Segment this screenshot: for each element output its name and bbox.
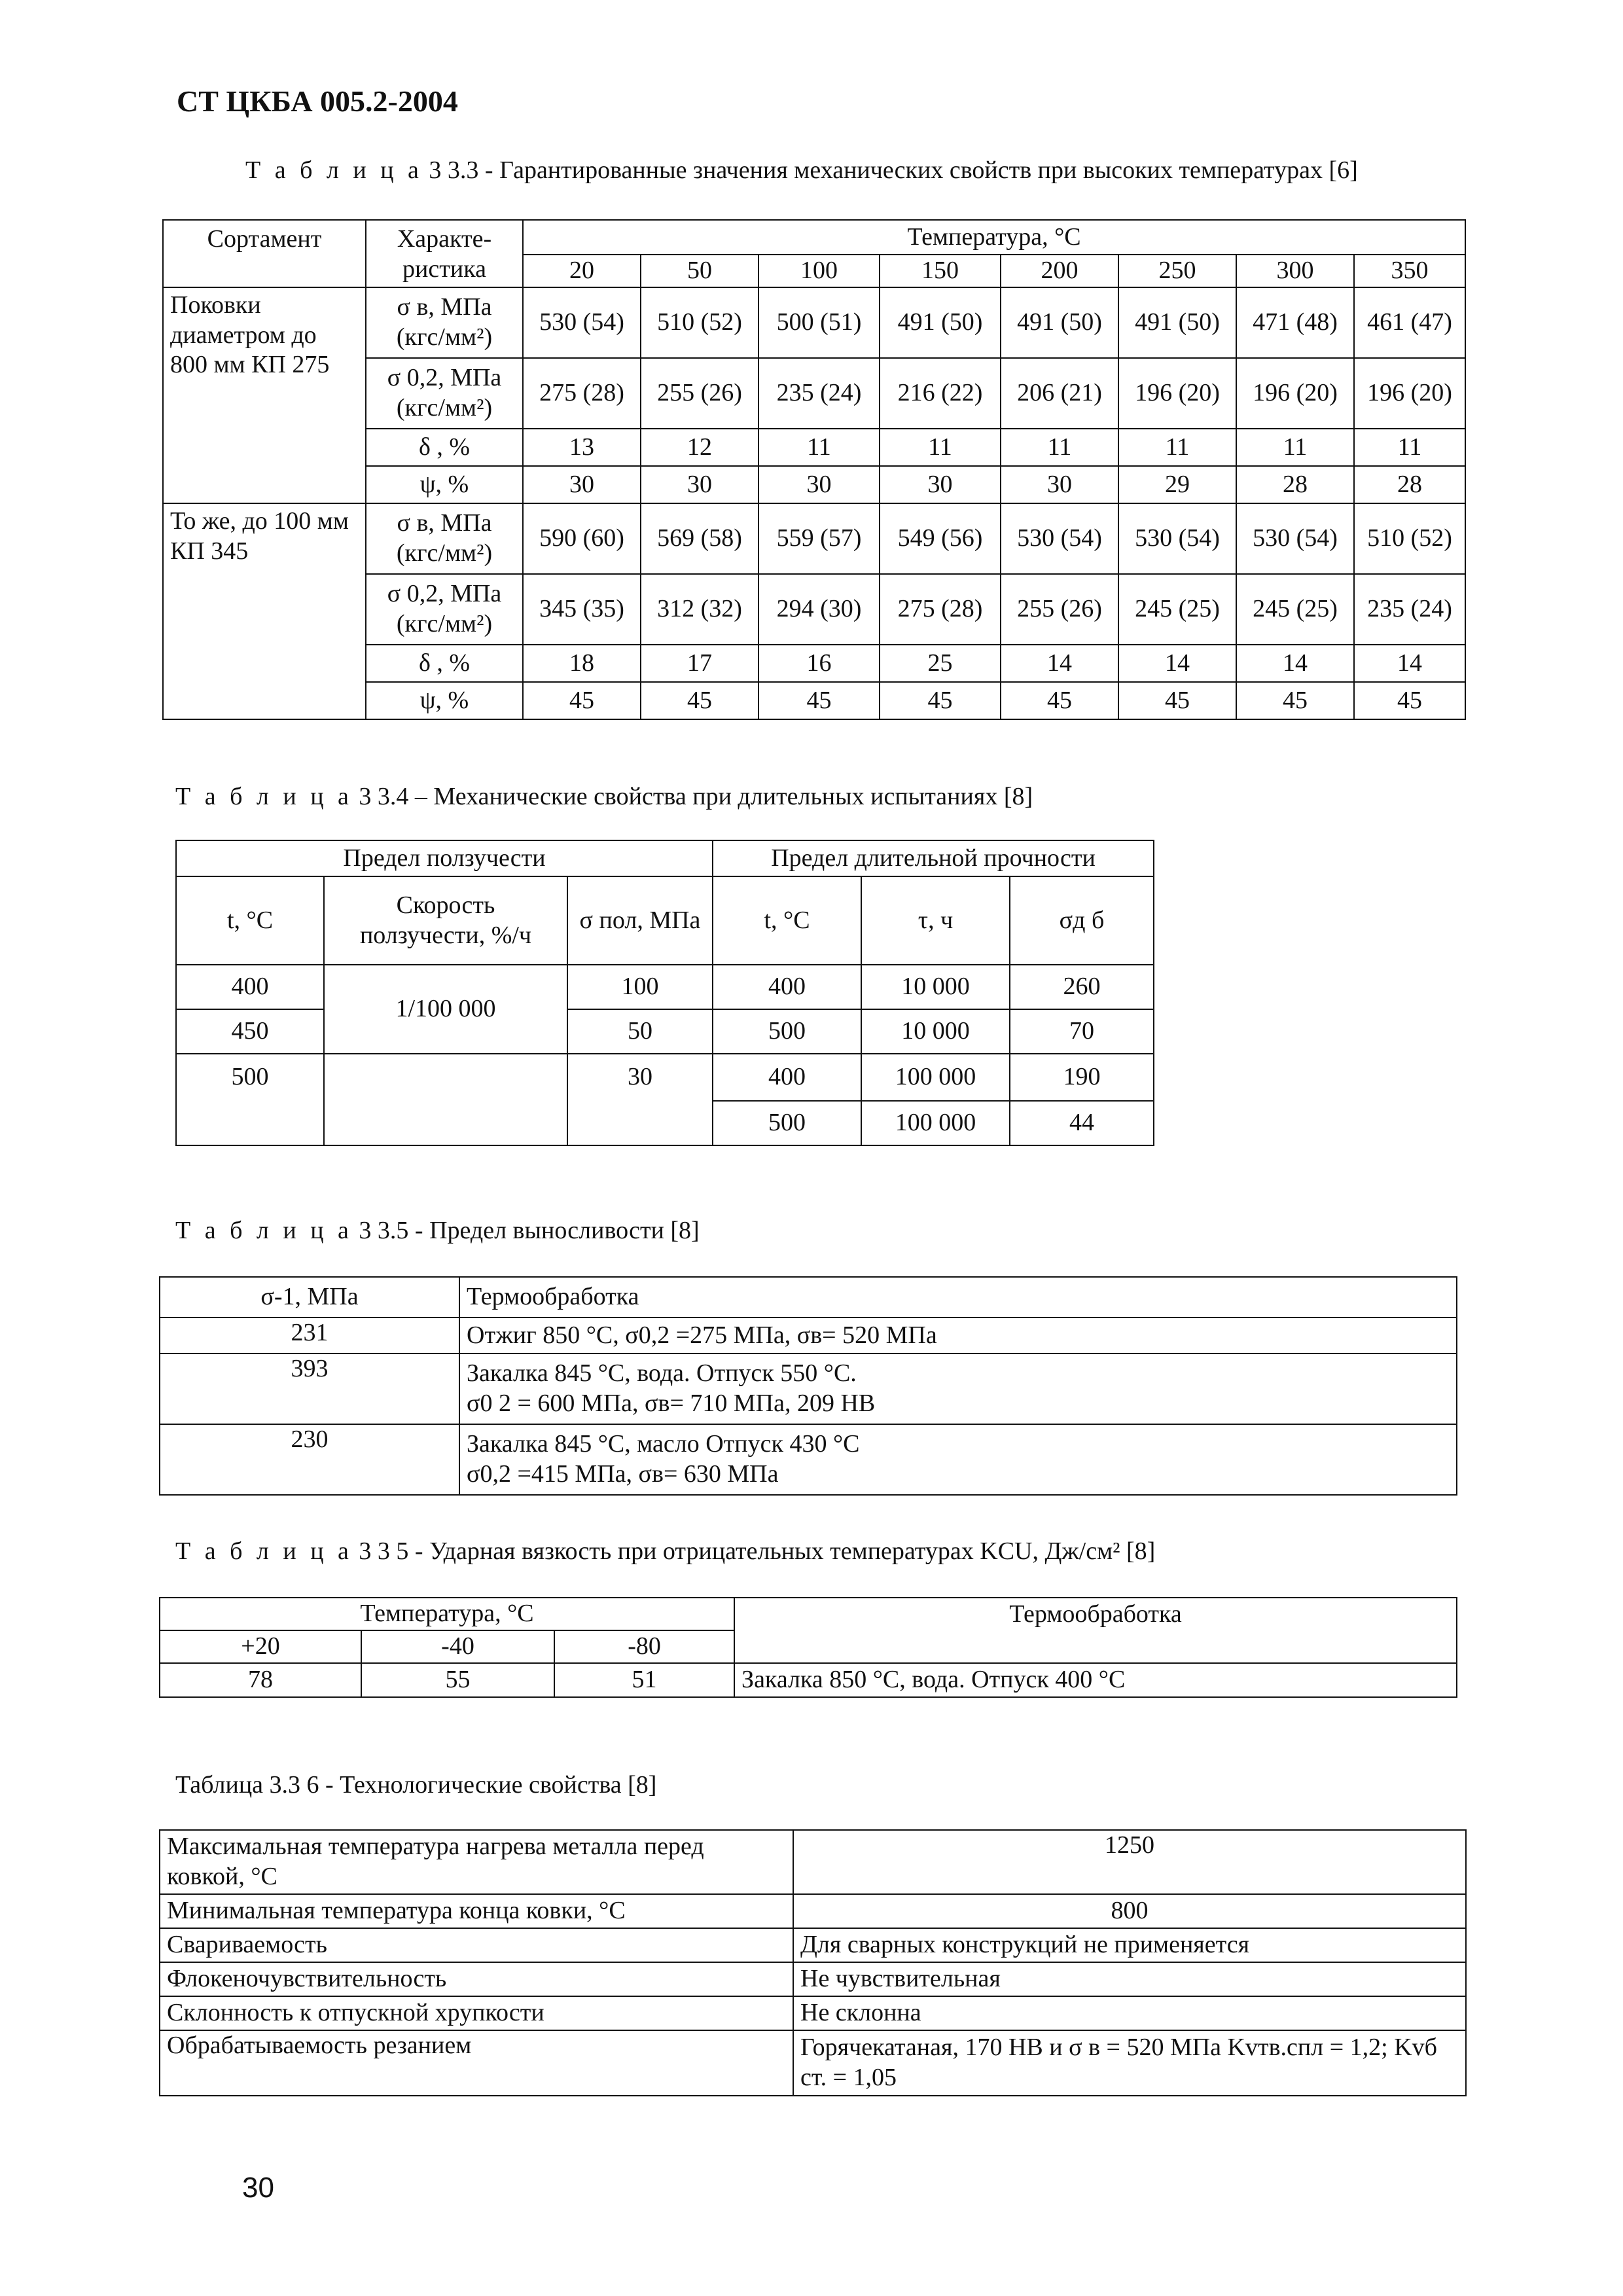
table-cell: 45 (1118, 682, 1236, 719)
table-cell: 11 (880, 429, 1001, 466)
header-temperature: Температура, °С (160, 1598, 734, 1630)
table-cell: 100 (567, 965, 713, 1009)
table-cell: 10 000 (861, 1009, 1010, 1054)
header-tau: τ, ч (861, 876, 1010, 965)
row-label: ψ, % (366, 682, 523, 719)
table-cell: 44 (1010, 1101, 1154, 1145)
temp-header: 200 (1001, 255, 1118, 287)
table-cell: 190 (1010, 1054, 1154, 1101)
table-cell: 55 (361, 1663, 554, 1697)
table-cell: 14 (1236, 645, 1354, 682)
table-cell: 30 (758, 466, 880, 503)
table-cell: 400 (713, 1054, 861, 1101)
table-cell: 11 (1354, 429, 1465, 466)
document-code: СТ ЦКБА 005.2-2004 (177, 84, 458, 118)
table-cell: 13 (523, 429, 641, 466)
table-cell: 400 (713, 965, 861, 1009)
temp-header: 50 (641, 255, 758, 287)
table-cell: 245 (25) (1118, 574, 1236, 645)
table-3-3-6-caption: Таблица 3.3 6 - Технологические свойства [8] (175, 1771, 657, 1799)
table-cell: 51 (554, 1663, 734, 1697)
table-cell: 500 (713, 1009, 861, 1054)
caption-text: 3 3.3 - Гарантированные значения механических свойств при высоких температурах [6] (422, 156, 1358, 184)
table-cell: 45 (1236, 682, 1354, 719)
temp-header: -40 (361, 1630, 554, 1663)
table-word: Т а б л и ц а (175, 783, 353, 810)
table-cell: 17 (641, 645, 758, 682)
header-sortament: Сортамент (163, 220, 366, 287)
table-cell: 491 (50) (1001, 287, 1118, 358)
table-cell: 500 (51) (758, 287, 880, 358)
table-cell: 530 (54) (1118, 503, 1236, 574)
table-cell: 50 (567, 1009, 713, 1054)
temp-header: 350 (1354, 255, 1465, 287)
table-3-3-5-caption (175, 1216, 700, 1245)
table-3-3-3 (162, 219, 1466, 720)
line: Закалка 845 °С, вода. Отпуск 550 °С. (467, 1359, 857, 1388)
table-cell: 471 (48) (1236, 287, 1354, 358)
empty-cell (324, 1054, 567, 1145)
table-cell: 100 000 (861, 1101, 1010, 1145)
table-cell: 216 (22) (880, 358, 1001, 429)
temp-header: 300 (1236, 255, 1354, 287)
table-cell: 100 000 (861, 1054, 1010, 1101)
header-sigma-long: σд б (1010, 876, 1154, 965)
header-sigma-endurance: σ-1, МПа (160, 1277, 459, 1318)
temp-header: +20 (160, 1630, 361, 1663)
table-cell: 30 (523, 466, 641, 503)
temp-header: 20 (523, 255, 641, 287)
property-value: 1250 (793, 1830, 1466, 1894)
table-3-3-6 (159, 1829, 1467, 2096)
table-cell: 559 (57) (758, 503, 880, 574)
table-cell: 45 (641, 682, 758, 719)
table-cell: 275 (28) (523, 358, 641, 429)
table-cell: 14 (1118, 645, 1236, 682)
property-name: Склонность к отпускной хрупкости (160, 1996, 793, 2030)
table-cell: 275 (28) (880, 574, 1001, 645)
table-cell: 45 (1001, 682, 1118, 719)
table-cell: 450 (176, 1009, 324, 1054)
table-cell: 590 (60) (523, 503, 641, 574)
table-cell: 491 (50) (880, 287, 1001, 358)
header-heat-treatment: Термообработка (734, 1598, 1457, 1663)
property-value: Не склонна (793, 1996, 1466, 2030)
table-cell: 30 (567, 1054, 713, 1145)
temp-header: -80 (554, 1630, 734, 1663)
table-3-3-3-caption (245, 156, 1358, 185)
table-cell: 235 (24) (758, 358, 880, 429)
table-cell: 18 (523, 645, 641, 682)
table-cell: 500 (713, 1101, 861, 1145)
table-cell: 255 (26) (1001, 574, 1118, 645)
table-cell: 510 (52) (1354, 503, 1465, 574)
caption-text: 3 3 5 - Ударная вязкость при отрицательных температурах KCU, Дж/см² [8] (352, 1537, 1156, 1565)
table-cell: 510 (52) (641, 287, 758, 358)
table-cell: 45 (758, 682, 880, 719)
table-cell: 549 (56) (880, 503, 1001, 574)
table-cell: 245 (25) (1236, 574, 1354, 645)
property-value: Не чувствительная (793, 1962, 1466, 1996)
row-label: σ 0,2, МПа (кгс/мм²) (366, 574, 523, 645)
table-cell: 45 (523, 682, 641, 719)
header-sigma-creep: σ пол, МПа (567, 876, 713, 965)
property-name: Флокеночувствительность (160, 1962, 793, 1996)
table-cell: 345 (35) (523, 574, 641, 645)
row-label: δ , % (366, 645, 523, 682)
table-cell: 11 (1001, 429, 1118, 466)
table-cell: 70 (1010, 1009, 1154, 1054)
table-cell: Отжиг 850 °С, σ0,2 =275 МПа, σв= 520 МПа (459, 1318, 1457, 1354)
table-cell: 28 (1354, 466, 1465, 503)
row-label: δ , % (366, 429, 523, 466)
property-name: Свариваемость (160, 1928, 793, 1962)
table-cell: 30 (1001, 466, 1118, 503)
table-cell: 196 (20) (1354, 358, 1465, 429)
table-cell: 530 (54) (1236, 503, 1354, 574)
table-cell: 206 (21) (1001, 358, 1118, 429)
table-cell: 530 (54) (523, 287, 641, 358)
row-label: σ в, МПа (кгс/мм²) (366, 503, 523, 574)
temp-header: 100 (758, 255, 880, 287)
header-heat-treatment: Термообработка (459, 1277, 1457, 1318)
table-cell: 235 (24) (1354, 574, 1465, 645)
header-creep-limit: Предел ползучести (176, 840, 713, 876)
table-word: Т а б л и ц а (175, 1537, 353, 1565)
table-3-3-4 (175, 840, 1154, 1146)
table-cell: 78 (160, 1663, 361, 1697)
table-cell: 29 (1118, 466, 1236, 503)
table-cell: 491 (50) (1118, 287, 1236, 358)
table-cell: 312 (32) (641, 574, 758, 645)
table-3-3-4-caption (175, 782, 1033, 811)
table-3-3-5 (159, 1276, 1457, 1496)
property-value: Для сварных конструкций не применяется (793, 1928, 1466, 1962)
header-temp: t, °С (176, 876, 324, 965)
table-cell: 28 (1236, 466, 1354, 503)
table-cell: 12 (641, 429, 758, 466)
table-cell: 45 (880, 682, 1001, 719)
table-cell: Закалка 850 °С, вода. Отпуск 400 °С (734, 1663, 1457, 1697)
header-temperature: Температура, °С (523, 220, 1465, 255)
property-name: Минимальная температура конца ковки, °С (160, 1894, 793, 1928)
table-cell: 11 (1118, 429, 1236, 466)
line: Закалка 845 °С, масло Отпуск 430 °С (467, 1430, 860, 1458)
table-cell: 14 (1354, 645, 1465, 682)
heat-treatment-cell (459, 1424, 1457, 1495)
property-name: Обрабатываемость резанием (160, 2030, 793, 2096)
table-word: Т а б л и ц а (175, 1217, 353, 1244)
table-cell: 255 (26) (641, 358, 758, 429)
temp-header: 150 (880, 255, 1001, 287)
row-label: σ 0,2, МПа (кгс/мм²) (366, 358, 523, 429)
table-cell: 461 (47) (1354, 287, 1465, 358)
table-impact-caption (175, 1537, 1155, 1566)
table-cell: 393 (160, 1354, 459, 1424)
creep-speed-value: 1/100 000 (324, 965, 567, 1054)
temp-header: 250 (1118, 255, 1236, 287)
header-characteristic: Характе-ристика (366, 220, 523, 287)
table-cell: 11 (758, 429, 880, 466)
table-word: Т а б л и ц а (245, 156, 423, 184)
table-cell: 196 (20) (1118, 358, 1236, 429)
table-cell: 30 (641, 466, 758, 503)
group-name: То же, до 100 мм КП 345 (163, 503, 366, 719)
table-cell: 294 (30) (758, 574, 880, 645)
table-cell: 530 (54) (1001, 503, 1118, 574)
property-value: 800 (793, 1894, 1466, 1928)
table-cell: 196 (20) (1236, 358, 1354, 429)
header-temp: t, °С (713, 876, 861, 965)
page-number: 30 (242, 2172, 274, 2204)
table-cell: 569 (58) (641, 503, 758, 574)
property-name: Максимальная температура нагрева металла перед ковкой, °С (160, 1830, 793, 1894)
table-cell: 230 (160, 1424, 459, 1495)
table-cell: 231 (160, 1318, 459, 1354)
table-cell: 400 (176, 965, 324, 1009)
group-name: Поковки диаметром до 800 мм КП 275 (163, 287, 366, 503)
row-label: σ в, МПа (кгс/мм²) (366, 287, 523, 358)
line: σ0 2 = 600 МПа, σв= 710 МПа, 209 НВ (467, 1390, 876, 1417)
table-cell: 16 (758, 645, 880, 682)
heat-treatment-cell (459, 1354, 1457, 1424)
table-cell: 30 (880, 466, 1001, 503)
caption-text: 3 3.4 – Механические свойства при длительных испытаниях [8] (352, 783, 1033, 810)
table-cell: 10 000 (861, 965, 1010, 1009)
header-long-strength: Предел длительной прочности (713, 840, 1154, 876)
caption-text: 3 3.5 - Предел выносливости [8] (352, 1217, 700, 1244)
table-cell: 500 (176, 1054, 324, 1145)
table-cell: 14 (1001, 645, 1118, 682)
header-creep-speed: Скорость ползучести, %/ч (324, 876, 567, 965)
table-cell: 260 (1010, 965, 1154, 1009)
row-label: ψ, % (366, 466, 523, 503)
line: σ0,2 =415 МПа, σв= 630 МПа (467, 1460, 779, 1488)
table-impact-toughness (159, 1597, 1457, 1698)
table-cell: 45 (1354, 682, 1465, 719)
property-value: Горячекатаная, 170 НВ и σ в = 520 МПа Kvтв.спл = 1,2; Kvб ст. = 1,05 (793, 2030, 1466, 2096)
table-cell: 25 (880, 645, 1001, 682)
table-cell: 11 (1236, 429, 1354, 466)
